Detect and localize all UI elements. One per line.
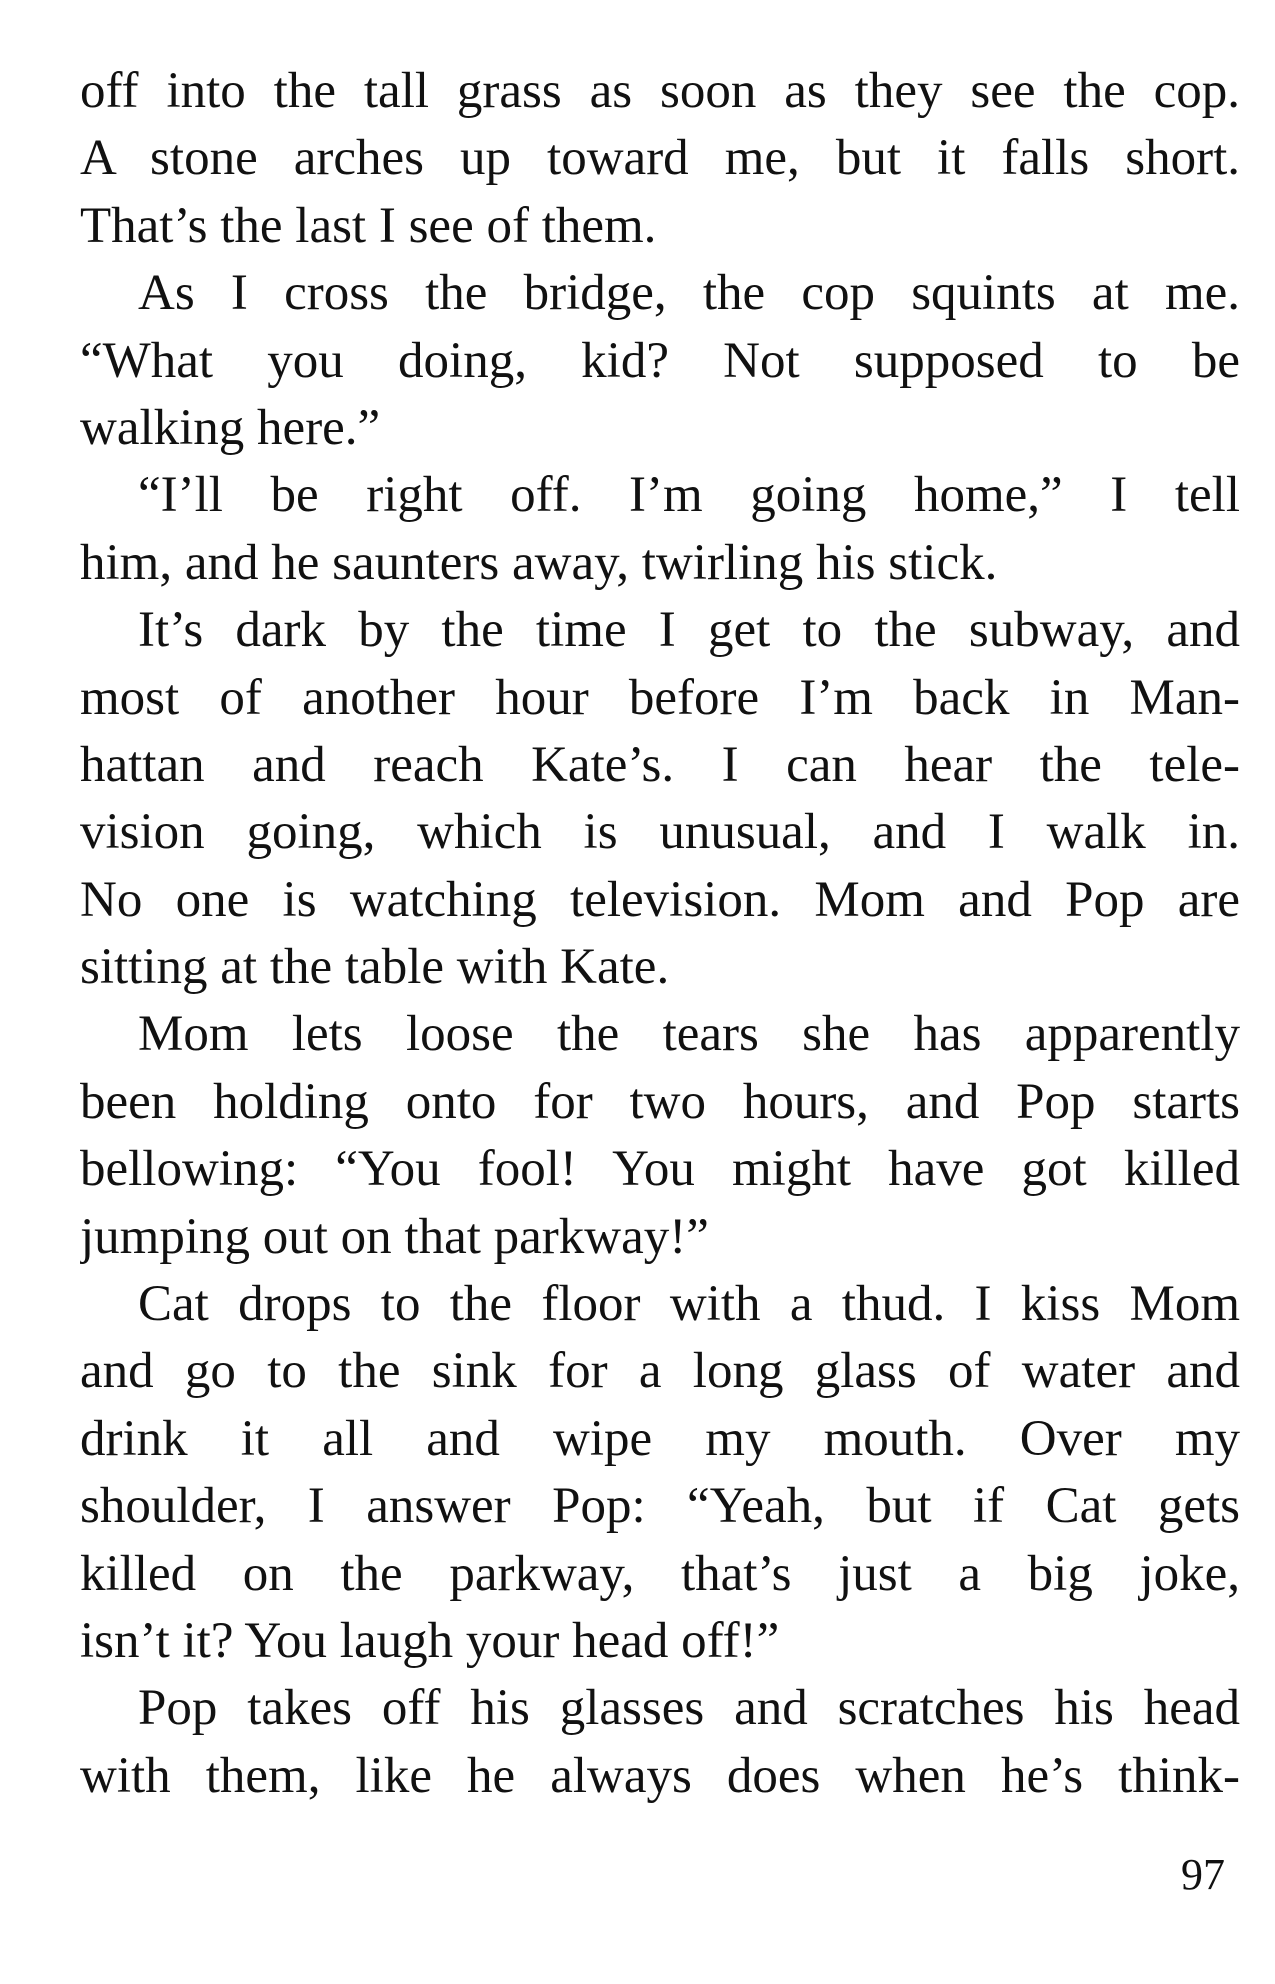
text-line: shoulder, I answer Pop: “Yeah, but if Cat gets bbox=[80, 1478, 1240, 1535]
text-line: “I’ll be right off. I’m going home,” I tell bbox=[138, 467, 1240, 524]
body-text bbox=[80, 58, 1240, 1810]
text-line: Pop takes off his glasses and scratches his head bbox=[138, 1680, 1240, 1737]
text-line: off into the tall grass as soon as they see the cop. bbox=[80, 63, 1240, 119]
text-line: jumping out on that parkway!” bbox=[80, 1208, 709, 1265]
text-line: sitting at the table with Kate. bbox=[80, 939, 670, 996]
text-line: walking here.” bbox=[80, 399, 381, 456]
text-line: isn’t it? You laugh your head off!” bbox=[80, 1612, 780, 1669]
page-number: 97 bbox=[1181, 1850, 1225, 1899]
text-line: with them, like he always does when he’s think- bbox=[80, 1747, 1240, 1804]
text-line: been holding onto for two hours, and Pop starts bbox=[80, 1073, 1240, 1130]
text-line: and go to the sink for a long glass of water and bbox=[80, 1343, 1240, 1400]
text-line: Cat drops to the floor with a thud. I kiss Mom bbox=[138, 1276, 1240, 1333]
text-line: A stone arches up toward me, but it falls short. bbox=[80, 130, 1240, 187]
text-line: It’s dark by the time I get to the subway, and bbox=[138, 602, 1240, 659]
text-line: him, and he saunters away, twirling his stick. bbox=[80, 534, 998, 591]
text-line: Mom lets loose the tears she has apparently bbox=[138, 1006, 1240, 1063]
text-line: drink it all and wipe my mouth. Over my bbox=[80, 1410, 1240, 1467]
text-line: No one is watching television. Mom and Pop are bbox=[80, 871, 1240, 928]
book-page bbox=[80, 58, 1240, 1938]
text-line: hattan and reach Kate’s. I can hear the tele- bbox=[80, 736, 1240, 793]
text-line: “What you doing, kid? Not supposed to be bbox=[80, 332, 1240, 389]
text-line: killed on the parkway, that’s just a big joke, bbox=[80, 1545, 1240, 1602]
text-line: As I cross the bridge, the cop squints at me. bbox=[138, 265, 1240, 322]
text-line: That’s the last I see of them. bbox=[80, 197, 657, 254]
text-line: most of another hour before I’m back in Man- bbox=[80, 669, 1240, 726]
text-line: vision going, which is unusual, and I walk in. bbox=[80, 804, 1240, 861]
text-line: bellowing: “You fool! You might have got killed bbox=[80, 1141, 1240, 1198]
